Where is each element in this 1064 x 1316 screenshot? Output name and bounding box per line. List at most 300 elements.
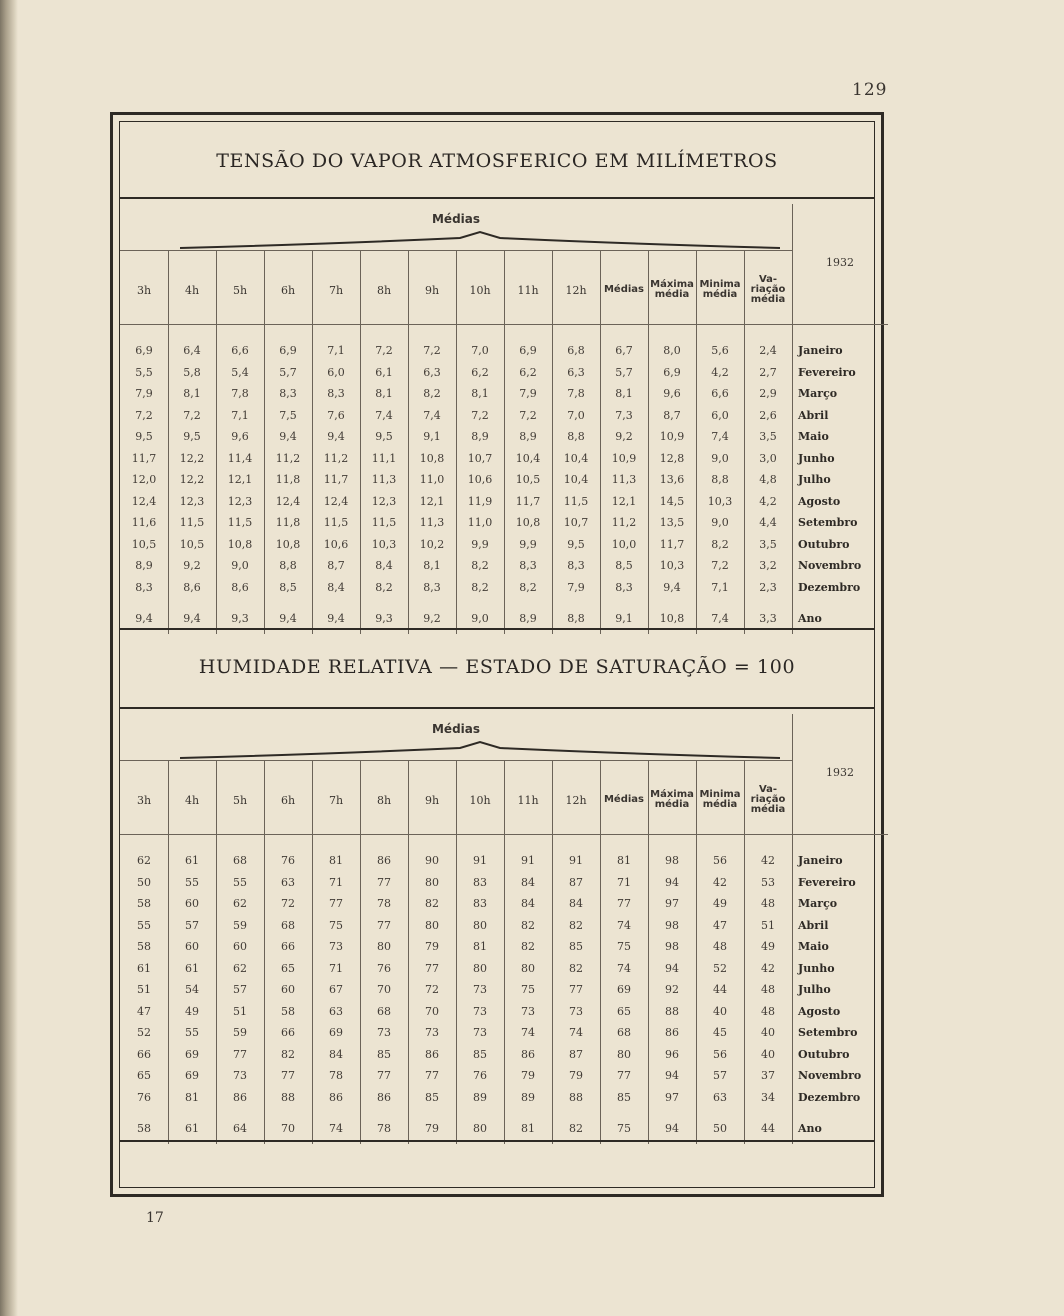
table-cell: 8,5 <box>279 580 297 594</box>
table-cell: 10,3 <box>371 537 397 551</box>
table-cell: 72 <box>425 983 439 996</box>
table-cell: 10,7 <box>563 516 589 529</box>
table-cell: 81 <box>521 1122 535 1135</box>
table-cell: 81 <box>473 940 487 953</box>
table-cell: 89 <box>473 1090 487 1104</box>
column-header: Va-riação média <box>750 274 786 305</box>
table-cell: 68 <box>377 1004 391 1018</box>
table-cell: 8,2 <box>519 580 537 594</box>
month-label: Dezembro <box>798 580 861 594</box>
table-cell: 2,4 <box>759 344 777 357</box>
table-cell: 8,0 <box>663 344 681 357</box>
table-cell: 88 <box>569 1090 583 1104</box>
table-cell: 10,8 <box>227 537 253 551</box>
table-cell: 82 <box>569 961 583 975</box>
month-label: Agosto <box>798 494 841 508</box>
table-cell: 9,1 <box>423 430 441 443</box>
column-header: 8h <box>376 283 392 297</box>
table-cell: 83 <box>473 875 487 889</box>
table-cell: 7,2 <box>375 344 393 357</box>
table-cell: 11,0 <box>467 516 493 529</box>
table-cell: 82 <box>521 940 535 953</box>
table-cell: 6,9 <box>135 344 153 357</box>
table-cell: 11,3 <box>419 516 445 529</box>
month-label: Maio <box>798 940 829 953</box>
table-cell: 68 <box>617 1026 631 1039</box>
table-cell: 11,2 <box>611 516 637 529</box>
table-cell: 80 <box>617 1047 631 1061</box>
table-cell: 50 <box>137 875 151 889</box>
table-cell: 77 <box>617 897 631 910</box>
table-cell: 49 <box>185 1004 199 1018</box>
table-cell: 81 <box>617 854 631 867</box>
table-cell: 77 <box>329 897 343 910</box>
table-cell: 87 <box>569 875 583 889</box>
table-cell: 4,8 <box>759 473 777 486</box>
table-cell: 7,9 <box>135 387 153 400</box>
table-cell: 75 <box>329 918 343 932</box>
table-cell: 6,8 <box>567 344 585 357</box>
table-cell: 6,3 <box>567 365 585 379</box>
table-cell: 65 <box>281 961 295 975</box>
table-cell: 69 <box>185 1047 199 1061</box>
table-cell: 8,6 <box>231 580 249 594</box>
table-cell: 11,8 <box>275 516 301 529</box>
table-cell: 8,2 <box>711 537 729 551</box>
table-cell: 10,5 <box>179 537 205 551</box>
table-cell: 77 <box>377 918 391 932</box>
table-cell: 77 <box>281 1069 295 1082</box>
table-cell: 40 <box>761 1026 775 1039</box>
table-cell: 55 <box>233 875 247 889</box>
table-cell: 80 <box>473 1122 487 1135</box>
table-cell: 12,1 <box>227 473 253 486</box>
month-label: Agosto <box>798 1004 841 1018</box>
column-header: 5h <box>232 793 248 807</box>
table-cell: 10,7 <box>467 451 493 465</box>
table-cell: 12,3 <box>179 494 205 508</box>
table-cell: 73 <box>329 940 343 953</box>
table-cell: 78 <box>377 1122 391 1135</box>
signature-mark: 17 <box>146 1210 164 1226</box>
month-label: Março <box>798 387 838 400</box>
table-cell: 10,8 <box>659 612 685 625</box>
table-cell: 79 <box>569 1069 583 1082</box>
table-cell: 3,5 <box>759 537 777 551</box>
table-cell: 11,0 <box>419 473 445 486</box>
table-cell: 11,5 <box>227 516 253 529</box>
table-cell: 11,3 <box>611 473 637 486</box>
table-cell: 47 <box>137 1004 151 1018</box>
column-header: 9h <box>424 793 440 807</box>
table-cell: 7,2 <box>135 408 153 422</box>
page-number: 129 <box>852 80 888 100</box>
month-label: Maio <box>798 430 829 443</box>
table-cell: 57 <box>185 918 199 932</box>
table-cell: 10,6 <box>467 473 493 486</box>
table-cell: 55 <box>185 875 199 889</box>
table-cell: 8,1 <box>615 387 633 400</box>
table-cell: 2,3 <box>759 580 777 594</box>
table-cell: 9,6 <box>231 430 249 443</box>
month-column-divider <box>792 714 793 1144</box>
year-label: 1932 <box>826 256 854 269</box>
table-cell: 74 <box>521 1026 535 1039</box>
table-cell: 86 <box>329 1090 343 1104</box>
table-cell: 11,2 <box>275 451 301 465</box>
month-label: Ano <box>798 1122 822 1135</box>
month-label: Julho <box>798 983 831 996</box>
table-cell: 77 <box>617 1069 631 1082</box>
table-cell: 74 <box>569 1026 583 1039</box>
table-cell: 71 <box>329 961 343 975</box>
table-cell: 77 <box>377 1069 391 1082</box>
vapor-bottom-rule <box>120 628 874 630</box>
table-frame <box>110 112 884 1197</box>
table-cell: 77 <box>425 1069 439 1082</box>
table-cell: 9,2 <box>423 612 441 625</box>
table-cell: 77 <box>569 983 583 996</box>
table-cell: 42 <box>761 961 775 975</box>
table-cell: 9,0 <box>711 451 729 465</box>
column-header: Va-riação média <box>750 784 786 815</box>
table-cell: 9,4 <box>279 430 297 443</box>
table-cell: 11,5 <box>323 516 349 529</box>
table-cell: 77 <box>377 875 391 889</box>
table-cell: 11,4 <box>227 451 253 465</box>
table-cell: 6,2 <box>519 365 537 379</box>
table-cell: 12,3 <box>227 494 253 508</box>
table-cell: 68 <box>281 918 295 932</box>
table-cell: 11,5 <box>371 516 397 529</box>
table-cell: 8,3 <box>423 580 441 594</box>
table-cell: 8,1 <box>423 559 441 572</box>
year-label: 1932 <box>826 766 854 779</box>
table-cell: 85 <box>617 1090 631 1104</box>
table-cell: 37 <box>761 1069 775 1082</box>
table-cell: 56 <box>713 1047 727 1061</box>
table-cell: 74 <box>617 961 631 975</box>
table-cell: 58 <box>137 897 151 910</box>
month-label: Junho <box>798 961 835 975</box>
table-cell: 97 <box>665 897 679 910</box>
table-cell: 34 <box>761 1090 775 1104</box>
table-cell: 86 <box>233 1090 247 1104</box>
table-cell: 9,5 <box>135 430 153 443</box>
table-cell: 94 <box>665 1069 679 1082</box>
table-cell: 58 <box>281 1004 295 1018</box>
table-cell: 85 <box>377 1047 391 1061</box>
column-header: 7h <box>328 283 344 297</box>
column-header: 8h <box>376 793 392 807</box>
month-label: Setembro <box>798 1026 858 1039</box>
table-cell: 84 <box>521 875 535 889</box>
table-cell: 55 <box>185 1026 199 1039</box>
table-cell: 11,5 <box>563 494 589 508</box>
table-cell: 9,2 <box>183 559 201 572</box>
table-cell: 8,6 <box>183 580 201 594</box>
table-cell: 91 <box>569 854 583 867</box>
table-cell: 94 <box>665 961 679 975</box>
table-cell: 10,8 <box>275 537 301 551</box>
month-label: Novembro <box>798 1069 862 1082</box>
table-cell: 71 <box>617 875 631 889</box>
table-cell: 8,9 <box>519 430 537 443</box>
month-column-divider <box>792 204 793 634</box>
table-cell: 82 <box>281 1047 295 1061</box>
table-cell: 12,2 <box>179 451 205 465</box>
table-cell: 11,7 <box>515 494 541 508</box>
table-cell: 8,4 <box>327 580 345 594</box>
table-cell: 7,5 <box>279 408 297 422</box>
table-cell: 7,3 <box>615 408 633 422</box>
table-cell: 9,5 <box>567 537 585 551</box>
table-cell: 8,8 <box>567 612 585 625</box>
table-inner-frame <box>119 121 875 1188</box>
table-cell: 10,4 <box>563 473 589 486</box>
table-cell: 88 <box>665 1004 679 1018</box>
table-cell: 86 <box>377 854 391 867</box>
month-label: Abril <box>798 918 829 932</box>
table-cell: 98 <box>665 854 679 867</box>
column-header: 12h <box>565 793 587 807</box>
table-cell: 7,8 <box>567 387 585 400</box>
month-label: Janeiro <box>798 344 843 357</box>
table-cell: 10,6 <box>323 537 349 551</box>
vapor-table <box>120 204 874 634</box>
table-cell: 7,9 <box>519 387 537 400</box>
table-cell: 7,8 <box>231 387 249 400</box>
table-cell: 5,6 <box>711 344 729 357</box>
table-cell: 98 <box>665 918 679 932</box>
table-cell: 11,6 <box>131 516 157 529</box>
table-cell: 63 <box>713 1090 727 1104</box>
table-cell: 3,5 <box>759 430 777 443</box>
table-cell: 7,9 <box>567 580 585 594</box>
table-cell: 65 <box>617 1004 631 1018</box>
table-cell: 6,0 <box>327 365 345 379</box>
table-cell: 4,4 <box>759 516 777 529</box>
table-cell: 91 <box>521 854 535 867</box>
table-cell: 73 <box>473 983 487 996</box>
table-cell: 12,3 <box>371 494 397 508</box>
table-cell: 9,2 <box>615 430 633 443</box>
column-header: 10h <box>469 793 491 807</box>
table-cell: 13,5 <box>659 516 685 529</box>
table-cell: 80 <box>521 961 535 975</box>
table-cell: 60 <box>185 940 199 953</box>
table-cell: 11,7 <box>131 451 157 465</box>
table-cell: 8,8 <box>279 559 297 572</box>
table-cell: 7,2 <box>711 559 729 572</box>
table-cell: 47 <box>713 918 727 932</box>
table-cell: 75 <box>617 940 631 953</box>
table-cell: 76 <box>281 854 295 867</box>
column-header: 6h <box>280 793 296 807</box>
table-cell: 70 <box>425 1004 439 1018</box>
table-cell: 13,6 <box>659 473 685 486</box>
table-cell: 10,8 <box>419 451 445 465</box>
table-cell: 12,2 <box>179 473 205 486</box>
table-cell: 88 <box>281 1090 295 1104</box>
table-cell: 11,3 <box>371 473 397 486</box>
table-cell: 12,1 <box>419 494 445 508</box>
table-cell: 70 <box>281 1122 295 1135</box>
table-cell: 9,0 <box>471 612 489 625</box>
column-header: Minima média <box>699 279 741 300</box>
table-cell: 6,2 <box>471 365 489 379</box>
table-cell: 69 <box>185 1069 199 1082</box>
table-cell: 79 <box>425 1122 439 1135</box>
table-cell: 97 <box>665 1090 679 1104</box>
month-label: Fevereiro <box>798 875 856 889</box>
table-cell: 9,5 <box>183 430 201 443</box>
table-cell: 8,3 <box>135 580 153 594</box>
table-cell: 91 <box>473 854 487 867</box>
table-cell: 52 <box>137 1026 151 1039</box>
table-cell: 51 <box>137 983 151 996</box>
table-cell: 7,4 <box>423 408 441 422</box>
table-cell: 4,2 <box>711 365 729 379</box>
vapor-title-rule <box>120 197 874 199</box>
table-cell: 81 <box>185 1090 199 1104</box>
table-cell: 9,9 <box>519 537 537 551</box>
table-cell: 86 <box>377 1090 391 1104</box>
table-cell: 12,0 <box>131 473 157 486</box>
table-cell: 57 <box>713 1069 727 1082</box>
table-cell: 42 <box>761 854 775 867</box>
table-cell: 40 <box>713 1004 727 1018</box>
table-cell: 10,8 <box>515 516 541 529</box>
table-cell: 54 <box>185 983 199 996</box>
table-cell: 8,1 <box>375 387 393 400</box>
column-header: 11h <box>517 793 539 807</box>
table-cell: 11,8 <box>275 473 301 486</box>
table-cell: 8,4 <box>375 559 393 572</box>
table-cell: 9,4 <box>663 580 681 594</box>
table-cell: 73 <box>569 1004 583 1018</box>
table-cell: 6,3 <box>423 365 441 379</box>
table-cell: 61 <box>185 961 199 975</box>
table-cell: 10,5 <box>515 473 541 486</box>
humidity-bottom-rule <box>120 1140 874 1142</box>
table-cell: 85 <box>425 1090 439 1104</box>
table-cell: 76 <box>377 961 391 975</box>
table-cell: 64 <box>233 1122 247 1135</box>
table-cell: 9,1 <box>615 612 633 625</box>
table-cell: 80 <box>425 875 439 889</box>
table-cell: 92 <box>665 983 679 996</box>
table-cell: 67 <box>329 983 343 996</box>
table-cell: 8,2 <box>471 559 489 572</box>
table-cell: 94 <box>665 875 679 889</box>
month-label: Setembro <box>798 516 858 529</box>
table-cell: 10,9 <box>659 430 685 443</box>
table-cell: 45 <box>713 1026 727 1039</box>
table-cell: 72 <box>281 897 295 910</box>
table-cell: 63 <box>281 875 295 889</box>
column-header: 3h <box>136 283 152 297</box>
table-cell: 8,2 <box>423 387 441 400</box>
table-cell: 12,4 <box>131 494 157 508</box>
table-cell: 10,4 <box>563 451 589 465</box>
table-cell: 9,4 <box>327 612 345 625</box>
table-cell: 12,4 <box>275 494 301 508</box>
table-cell: 48 <box>713 940 727 953</box>
table-cell: 4,2 <box>759 494 777 508</box>
table-cell: 77 <box>425 961 439 975</box>
table-cell: 86 <box>521 1047 535 1061</box>
table-cell: 2,6 <box>759 408 777 422</box>
table-cell: 56 <box>713 854 727 867</box>
table-cell: 51 <box>761 918 775 932</box>
column-header: 3h <box>136 793 152 807</box>
table-cell: 70 <box>377 983 391 996</box>
table-cell: 10,2 <box>419 537 445 551</box>
table-cell: 11,9 <box>467 494 493 508</box>
table-cell: 10,9 <box>611 451 637 465</box>
table-cell: 82 <box>569 918 583 932</box>
table-cell: 7,1 <box>231 408 249 422</box>
table-cell: 60 <box>233 940 247 953</box>
table-cell: 9,4 <box>327 430 345 443</box>
table-cell: 85 <box>569 940 583 953</box>
table-cell: 73 <box>377 1026 391 1039</box>
month-label: Ano <box>798 612 822 625</box>
table-cell: 82 <box>521 918 535 932</box>
column-header: 9h <box>424 283 440 297</box>
table-cell: 9,4 <box>135 612 153 625</box>
column-header: 5h <box>232 283 248 297</box>
medias-group-header: Médias <box>431 212 481 226</box>
column-header: Médias <box>603 794 645 805</box>
table-cell: 8,7 <box>663 408 681 422</box>
table-cell: 12,8 <box>659 451 685 465</box>
table-cell: 3,2 <box>759 559 777 572</box>
table-cell: 7,2 <box>423 344 441 357</box>
table-cell: 7,1 <box>711 580 729 594</box>
table-cell: 8,2 <box>471 580 489 594</box>
table-cell: 5,5 <box>135 365 153 379</box>
table-cell: 11,7 <box>659 537 685 551</box>
table-cell: 2,7 <box>759 365 777 379</box>
table-cell: 61 <box>185 1122 199 1135</box>
table-cell: 7,2 <box>471 408 489 422</box>
table-cell: 8,3 <box>615 580 633 594</box>
table-cell: 6,0 <box>711 408 729 422</box>
table-cell: 90 <box>425 854 439 867</box>
table-cell: 44 <box>761 1122 775 1135</box>
table-cell: 6,6 <box>231 344 249 357</box>
table-cell: 75 <box>617 1122 631 1135</box>
table-cell: 80 <box>473 961 487 975</box>
column-header: 10h <box>469 283 491 297</box>
table-cell: 7,1 <box>327 344 345 357</box>
table-cell: 8,3 <box>567 559 585 572</box>
table-cell: 79 <box>521 1069 535 1082</box>
table-cell: 84 <box>569 897 583 910</box>
table-cell: 96 <box>665 1047 679 1061</box>
table-cell: 80 <box>377 940 391 953</box>
table-cell: 7,0 <box>471 344 489 357</box>
table-cell: 57 <box>233 983 247 996</box>
table-cell: 51 <box>233 1004 247 1018</box>
table-cell: 14,5 <box>659 494 685 508</box>
table-cell: 80 <box>425 918 439 932</box>
table-cell: 50 <box>713 1122 727 1135</box>
table-cell: 8,9 <box>519 612 537 625</box>
table-cell: 8,3 <box>519 559 537 572</box>
